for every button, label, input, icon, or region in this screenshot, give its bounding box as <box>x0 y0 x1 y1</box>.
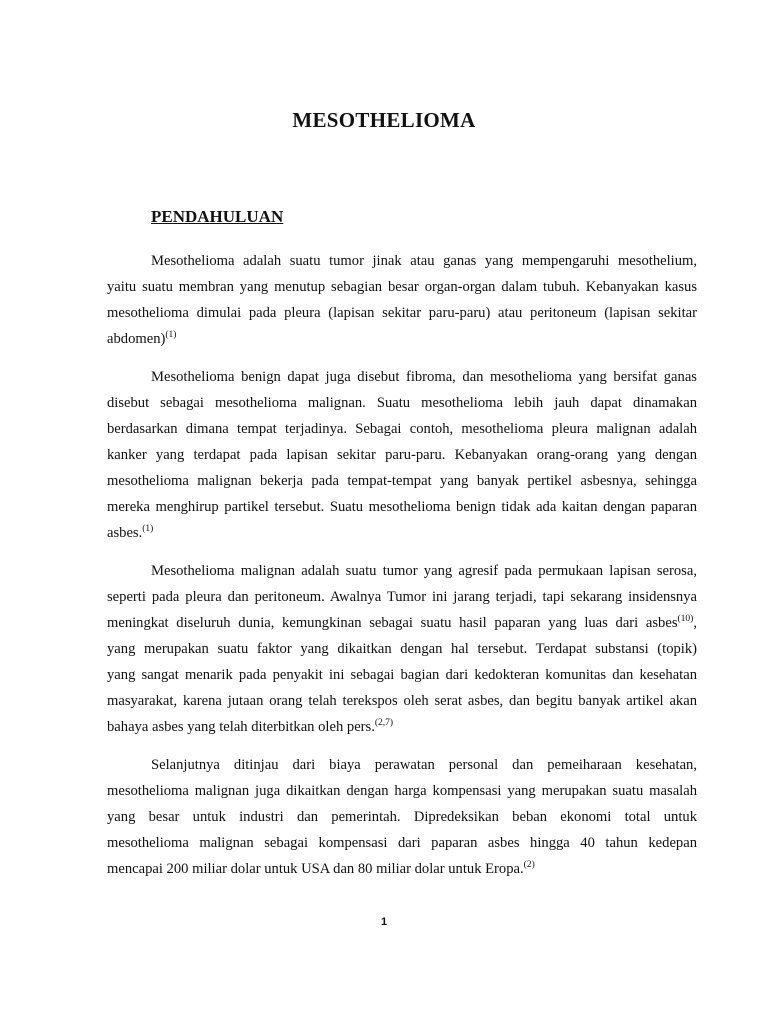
text-line: seperti pada pleura dan peritoneum. Awalnya Tumor ini jarang terjadi, tapi sekarang insidensnya <box>107 589 697 605</box>
text-line <box>107 326 697 352</box>
text-line: mesothelioma malignan juga dikaitkan dengan harga kompensasi yang merupakan suatu masalah <box>107 783 697 799</box>
text-line: mesothelioma malignan sebagai kompensasi dari paparan asbes hingga 40 tahun kedepan <box>107 835 697 851</box>
citation: (10) <box>677 614 694 624</box>
section-heading: PENDAHULUAN <box>151 207 284 226</box>
text-line <box>107 610 697 636</box>
page-number: 1 <box>380 916 388 928</box>
text-line: yang merupakan suatu faktor yang dikaitkan dengan hal tersebut. Terdapat substansi (topik) <box>107 641 697 657</box>
text-line-content: meningkat diseluruh dunia, kemungkinan sebagai suatu hasil paparan yang luas dari asbes <box>107 615 678 631</box>
text-line: kanker yang terdapat pada lapisan sekitar paru-paru. Kebanyakan orang-orang yang dengan <box>107 447 697 463</box>
text-line <box>107 714 697 740</box>
text-line: Mesothelioma malignan adalah suatu tumor yang agresif pada permukaan lapisan serosa, <box>151 563 697 579</box>
text-line: Mesothelioma adalah suatu tumor jinak atau ganas yang mempengaruhi mesothelium, <box>151 253 697 269</box>
paragraph <box>107 558 697 740</box>
text-line <box>107 856 697 882</box>
paragraph <box>107 248 697 352</box>
citation: (2,7) <box>374 718 394 728</box>
text-line: disebut sebagai mesothelioma malignan. Suatu mesothelioma lebih jauh dapat dinamakan <box>107 395 697 411</box>
text-line: mesothelioma malignan bekerja pada tempat-tempat yang banyak pertikel asbesnya, sehingga <box>107 473 697 489</box>
text-line: yang besar untuk industri dan pemerintah. Dipredeksikan beban ekonomi total untuk <box>107 809 697 825</box>
text-line-content: mencapai 200 miliar dolar untuk USA dan 80 miliar dolar untuk Eropa. <box>107 861 524 877</box>
citation: (1) <box>165 330 177 340</box>
text-line: yaitu suatu membran yang menutup sebagian besar organ-organ dalam tubuh. Kebanyakan kasus <box>107 279 697 295</box>
citation: (2) <box>523 860 535 870</box>
text-line <box>107 520 697 546</box>
punctuation: , <box>693 615 697 631</box>
paragraph <box>107 364 697 546</box>
text-line: Selanjutnya ditinjau dari biaya perawatan personal dan pemeiharaan kesehatan, <box>151 757 697 773</box>
text-line-content: asbes. <box>107 525 143 541</box>
text-line: berdasarkan dimana tempat terjadinya. Sebagai contoh, mesothelioma pleura malignan adalah <box>107 421 697 437</box>
text-line: mesothelioma dimulai pada pleura (lapisan sekitar paru-paru) atau peritoneum (lapisan sekitar <box>107 305 697 321</box>
citation: (1) <box>142 524 154 534</box>
text-line: mereka menghirup partikel tersebut. Suatu mesothelioma benign tidak ada kaitan dengan paparan <box>107 499 697 515</box>
text-line: Mesothelioma benign dapat juga disebut fibroma, dan mesothelioma yang bersifat ganas <box>151 369 697 385</box>
document-body <box>107 248 697 894</box>
text-line-content: abdomen) <box>107 331 166 347</box>
text-line: yang sangat menarik pada penyakit ini sebagai bagian dari kedokteran komunitas dan kesehatan <box>107 667 697 683</box>
paragraph <box>107 752 697 882</box>
text-line-content: bahaya asbes yang telah diterbitkan oleh pers. <box>107 719 375 735</box>
document-title: MESOTHELIOMA <box>292 108 476 132</box>
text-line: masyarakat, karena jutaan orang telah terekspos oleh serat asbes, dan begitu banyak artikel akan <box>107 693 697 709</box>
